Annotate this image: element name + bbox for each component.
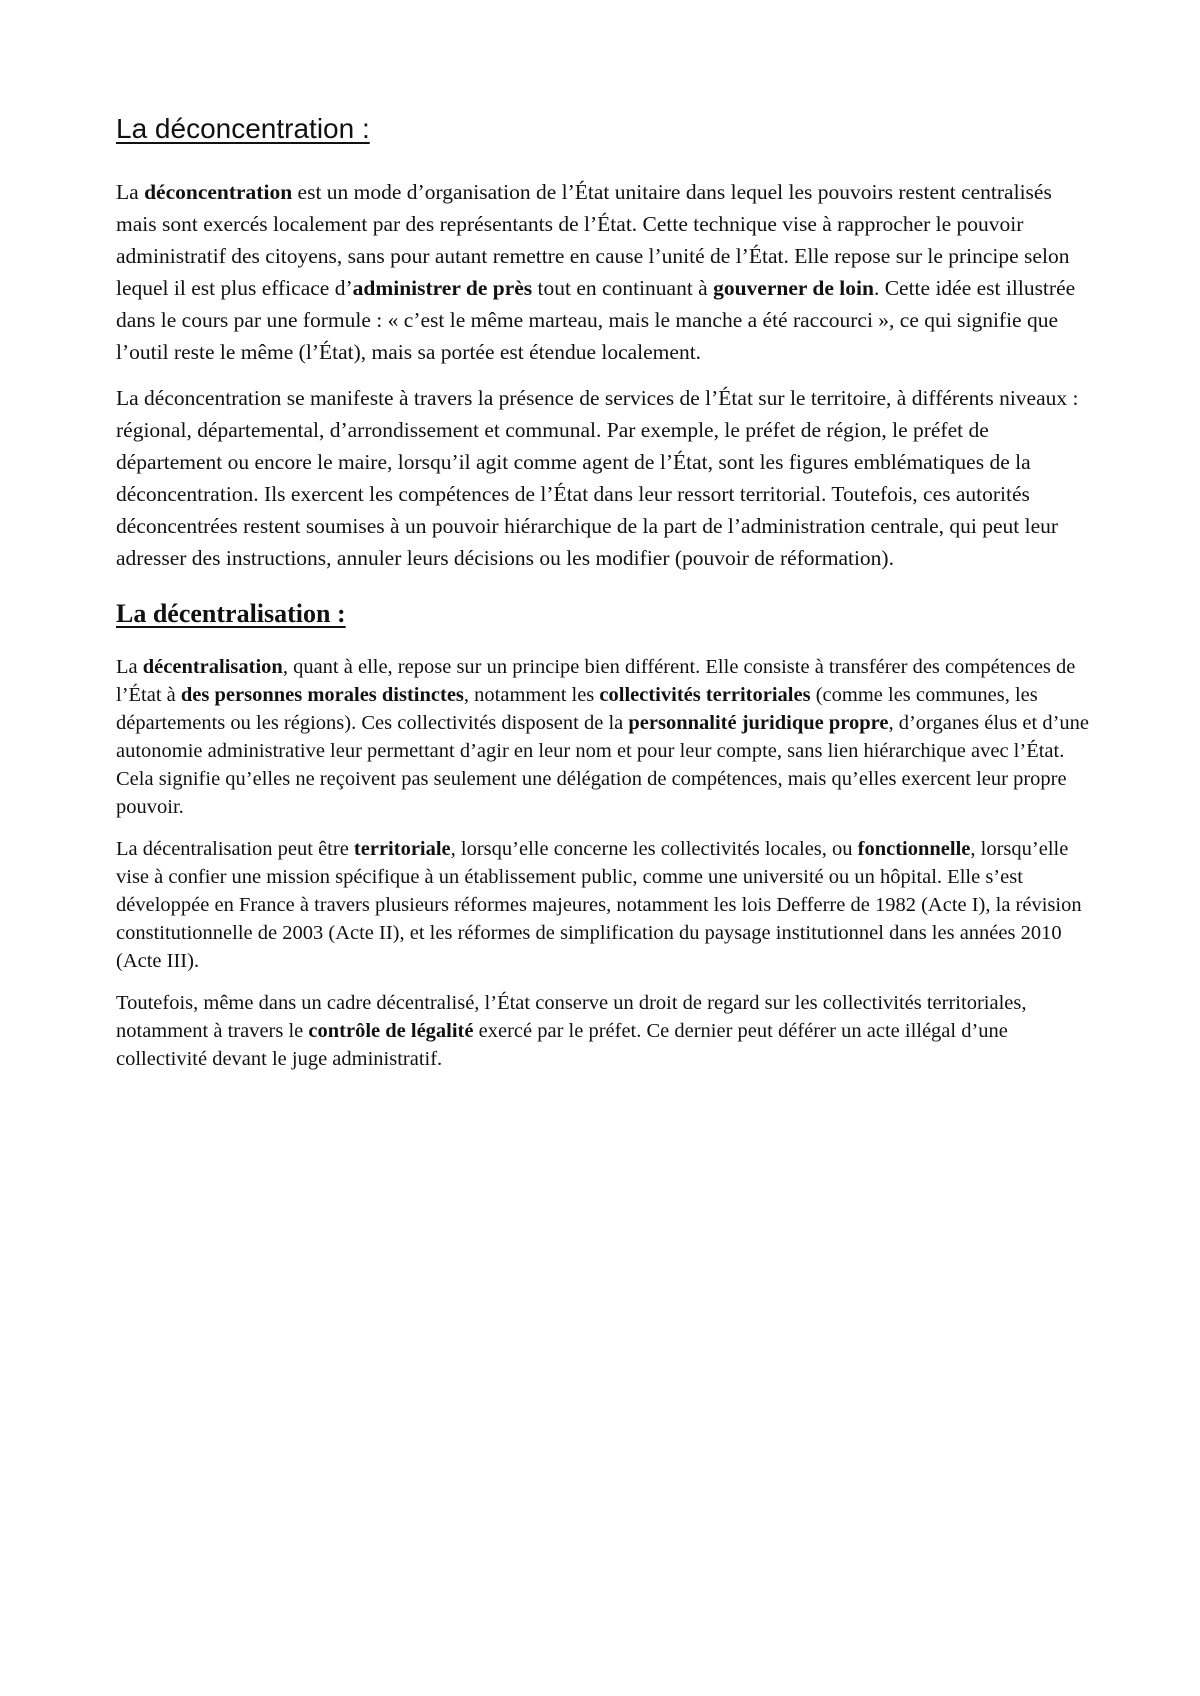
text-run: Toutefois, même dans un cadre décentralisé, l’État conserve un droit de regard sur les collectivités territoriales, notamment à travers le (116, 991, 1027, 1042)
text-run: La (116, 179, 145, 204)
text-run: , quant à elle, repose sur un principe bien différent. Elle consiste à transférer des compétences de l’État à (116, 655, 1076, 706)
text-run: La (116, 655, 143, 678)
bold-term-decentralisation: décentralisation (142, 655, 283, 678)
paragraph-decentralisation-types (116, 835, 1096, 975)
section-title-deconcentration: La déconcentration : (116, 113, 370, 144)
text-run: , notamment les (463, 683, 600, 706)
paragraph-decentralisation-definition (116, 653, 1096, 821)
paragraph-deconcentration-levels: La déconcentration se manifeste à travers la présence de services de l’État sur le territoire, à différents niveaux : régional, départemental, d’arrondissement et communal. Par exemple, le préfet de région, le préfet de département ou encore le maire, lorsqu’il agit comme agent de l’État, sont les figures emblématiques de la déconcentration. Ils exercent les compétences de l’État dans leur ressort territorial. Toutefois, ces autorités déconcentrées restent soumises à un pouvoir hiérarchique de la part de l’administration centrale, qui peut leur adresser des instructions, annuler leurs décisions ou les modifier (pouvoir de réformation). (116, 385, 1079, 570)
bold-term-personnalite-juridique: personnalité juridique propre (628, 711, 889, 734)
text-run: , lorsqu’elle concerne les collectivités locales, ou (450, 837, 858, 860)
document-page (116, 112, 1096, 1087)
bold-term-personnes-morales: des personnes morales distinctes (180, 683, 464, 706)
bold-term-controle-de-legalite: contrôle de légalité (308, 1019, 474, 1042)
text-run: La décentralisation peut être (116, 837, 354, 860)
bold-term-gouverner-de-loin: gouverner de loin (713, 275, 874, 300)
bold-term-deconcentration: déconcentration (144, 179, 293, 204)
section-title-decentralisation: La décentralisation : (116, 598, 346, 628)
text-run: , lorsqu’elle vise à confier une mission spécifique à un établissement public, comme une université ou un hôpital. Elle s’est développée en France à travers plusieurs réformes majeures, notamment les lois Defferre de 1982 (Acte I), la révision constitutionnelle de 2003 (Acte II), et les réformes de simplification du paysage institutionnel dans les années 2010 (Acte III). (116, 837, 1082, 972)
text-run: (comme les communes, les départements ou les régions). Ces collectivités disposent de la (116, 683, 1038, 734)
text-run: exercé par le préfet. Ce dernier peut déférer un acte illégal d’une collectivité devant le juge administratif. (116, 1019, 1008, 1070)
bold-term-fonctionnelle: fonctionnelle (857, 837, 971, 860)
text-run: tout en continuant à (532, 275, 714, 300)
paragraph-deconcentration-definition (116, 176, 1096, 368)
paragraph-controle-legalite (116, 989, 1096, 1073)
text-run: est un mode d’organisation de l’État unitaire dans lequel les pouvoirs restent centralisés mais sont exercés localement par des représentants de l’État. Cette technique vise à rapprocher le pouvoir administratif des citoyens, sans pour autant remettre en cause l’unité de l’État. Elle repose sur le principe selon lequel il est plus efficace d’ (116, 179, 1070, 300)
text-run: , d’organes élus et d’une autonomie administrative leur permettant d’agir en leur nom et pour leur compte, sans lien hiérarchique avec l’État. Cela signifie qu’elles ne reçoivent pas seulement une délégation de compétences, mais qu’elles exercent leur propre pouvoir. (116, 711, 1090, 818)
bold-term-administrer-de-pres: administrer de près (352, 275, 533, 300)
bold-term-territoriale: territoriale (353, 837, 451, 860)
text-run: . Cette idée est illustrée dans le cours par une formule : « c’est le même marteau, mais le manche a été raccourci », ce qui signifie que l’outil reste le même (l’État), mais sa portée est étendue localement. (116, 275, 1076, 364)
bold-term-collectivites-territoriales: collectivités territoriales (599, 683, 811, 706)
